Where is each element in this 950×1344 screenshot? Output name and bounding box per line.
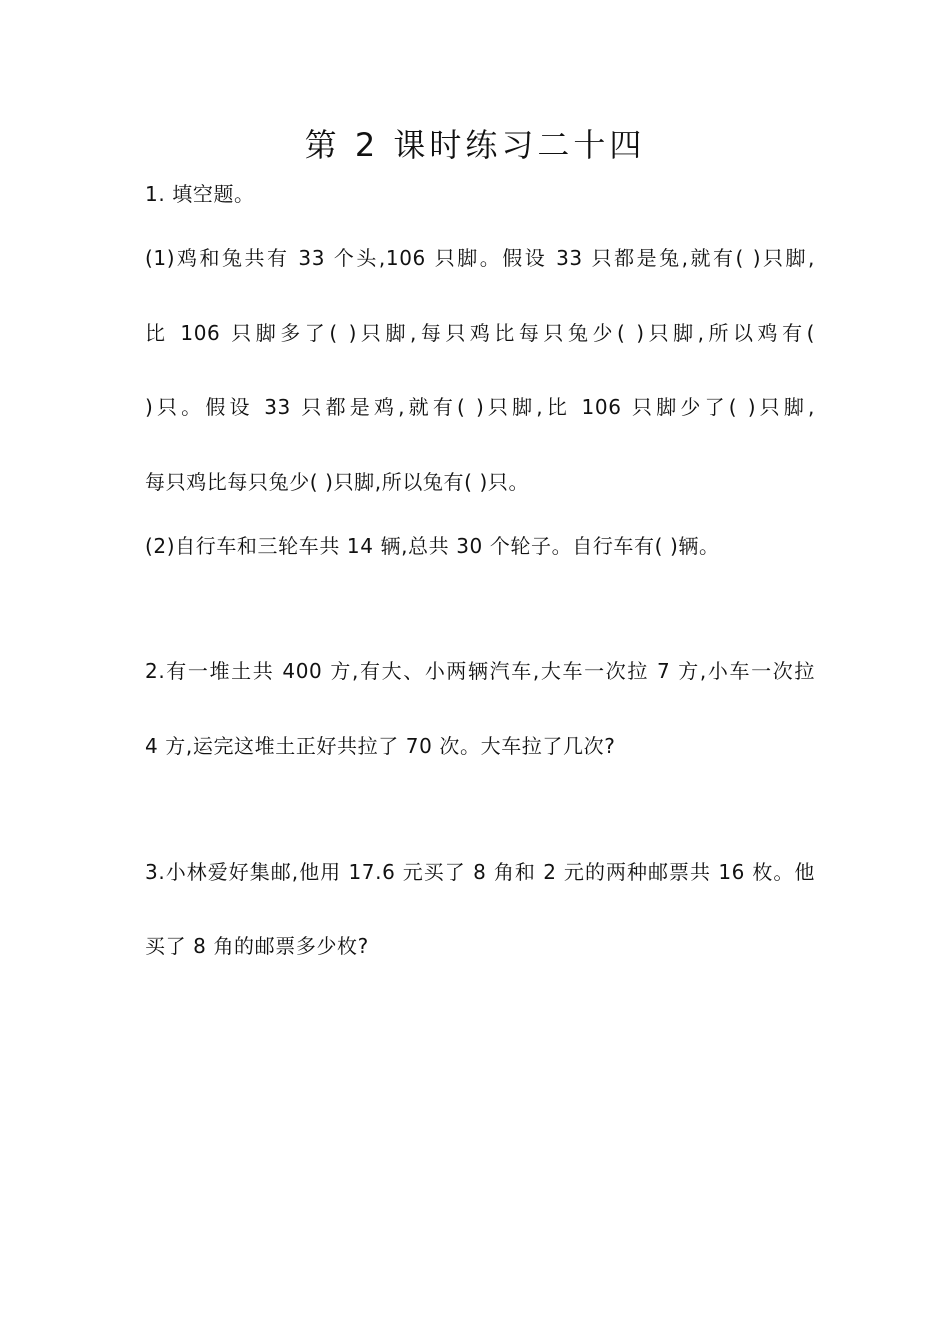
q1-line-1: (1)鸡和兔共有 33 个头,106 只脚。假设 33 只都是兔,就有( )只脚,	[145, 246, 815, 270]
q1-line-2: 比 106 只脚多了( )只脚,每只鸡比每只兔少( )只脚,所以鸡有(	[145, 321, 815, 345]
q2-line: (2)自行车和三轮车共 14 辆,总共 30 个轮子。自行车有( )辆。	[145, 534, 720, 558]
q1-line-4: 每只鸡比每只兔少( )只脚,所以兔有( )只。	[145, 470, 530, 494]
section2-line-2: 4 方,运完这堆土正好共拉了 70 次。大车拉了几次?	[145, 734, 616, 758]
section2-line-1: 2.有一堆土共 400 方,有大、小两辆汽车,大车一次拉 7 方,小车一次拉	[145, 659, 815, 683]
page-title: 第 2 课时练习二十四	[304, 126, 646, 164]
q1-line-3: )只。假设 33 只都是鸡,就有( )只脚,比 106 只脚少了( )只脚,	[145, 395, 815, 419]
section3-line-2: 买了 8 角的邮票多少枚?	[145, 934, 369, 958]
section1-heading: 1. 填空题。	[145, 182, 255, 206]
section3-line-1: 3.小林爱好集邮,他用 17.6 元买了 8 角和 2 元的两种邮票共 16 枚。他	[145, 860, 815, 884]
